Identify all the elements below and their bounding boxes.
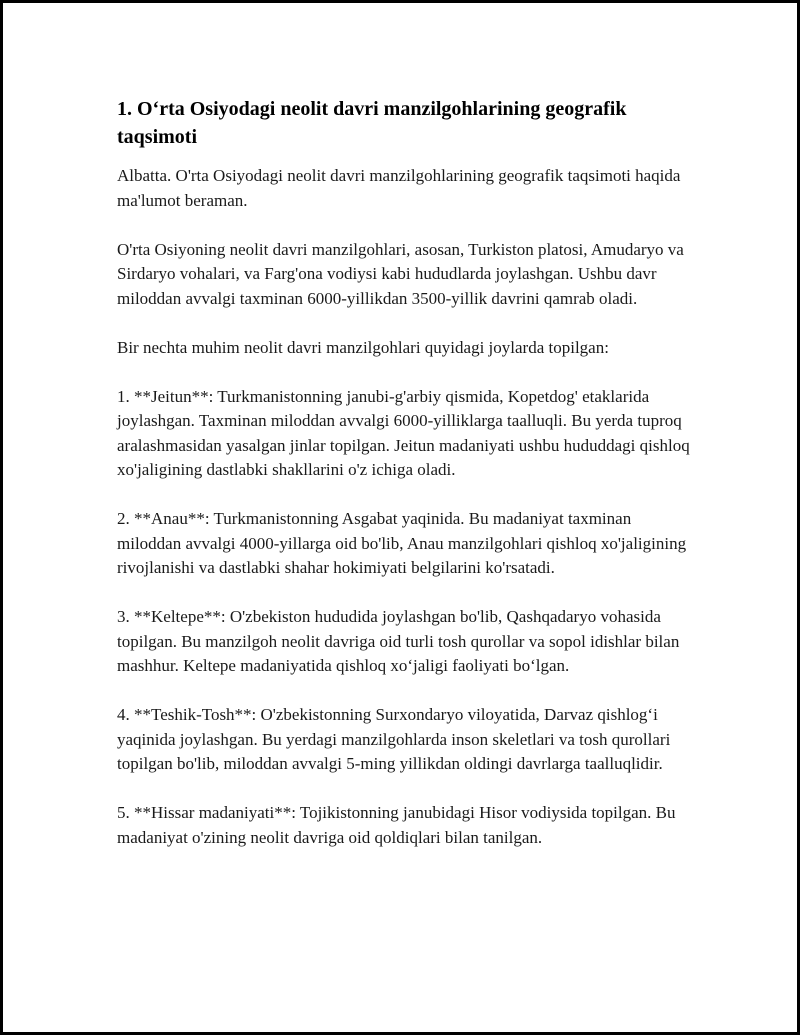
list-item-teshik-tosh: 4. **Teshik-Tosh**: O'zbekistonning Surxondaryo viloyatida, Darvaz qishlog‘i yaqinida joylashgan. Bu yerdagi manzilgohlarda inson skeletlari va tosh qurollari topilgan bo'lib, miloddan avvalgi 5-ming yillikdan oldingi davrlarga taalluqlidir. <box>117 705 671 773</box>
paragraph-overview: O'rta Osiyoning neolit davri manzilgohlari, asosan, Turkiston platosi, Amudaryo va Sirdaryo vohalari, va Farg'ona vodiysi kabi hududlarda joylashgan. Ushbu davr miloddan avvalgi taxminan 6000-yillikdan 3500-yillik davrini qamrab oladi. <box>117 239 684 308</box>
list-item-hissar: 5. **Hissar madaniyati**: Tojikistonning janubidagi Hisor vodiysida topilgan. Bu madaniyat o'zining neolit davriga oid qoldiqlari bilan tanilgan. <box>117 803 676 847</box>
page-title: 1. O‘rta Osiyodagi neolit davri manzilgohlarining geografik taqsimoti <box>117 98 627 148</box>
list-item-jeitun: 1. **Jeitun**: Turkmanistonning janubi-g'arbiy qismida, Kopetdog' etaklarida joylashgan. Taxminan miloddan avvalgi 6000-yilliklarga taalluqli. Bu yerda tuproq aralashmasidan yasalgan jinlar topilgan. Jeitun madaniyati ushbu hududdagi qishloq xo'jaligining dastlabki shakllarini o'z ichiga oladi. <box>117 386 690 479</box>
document-body <box>117 95 697 875</box>
paragraph-intro: Albatta. O'rta Osiyodagi neolit davri manzilgohlarining geografik taqsimoti haqida ma'lumot beraman. <box>117 166 681 210</box>
list-item-keltepe: 3. **Keltepe**: O'zbekiston hududida joylashgan bo'lib, Qashqadaryo vohasida topilgan. Bu manzilgoh neolit davriga oid turli tosh qurollar va sopol idishlar bilan mashhur. Keltepe madaniyatida qishloq xo‘jaligi faoliyati bo‘lgan. <box>117 607 680 675</box>
list-item-anau: 2. **Anau**: Turkmanistonning Asgabat yaqinida. Bu madaniyat taxminan miloddan avvalgi 4000-yillarga oid bo'lib, Anau manzilgohlari qishloq xo'jaligining rivojlanishi va dastlabki shahar hokimiyati belgilarini ko'rsatadi. <box>117 509 687 577</box>
paragraph-list-lead: Bir nechta muhim neolit davri manzilgohlari quyidagi joylarda topilgan: <box>117 337 609 357</box>
